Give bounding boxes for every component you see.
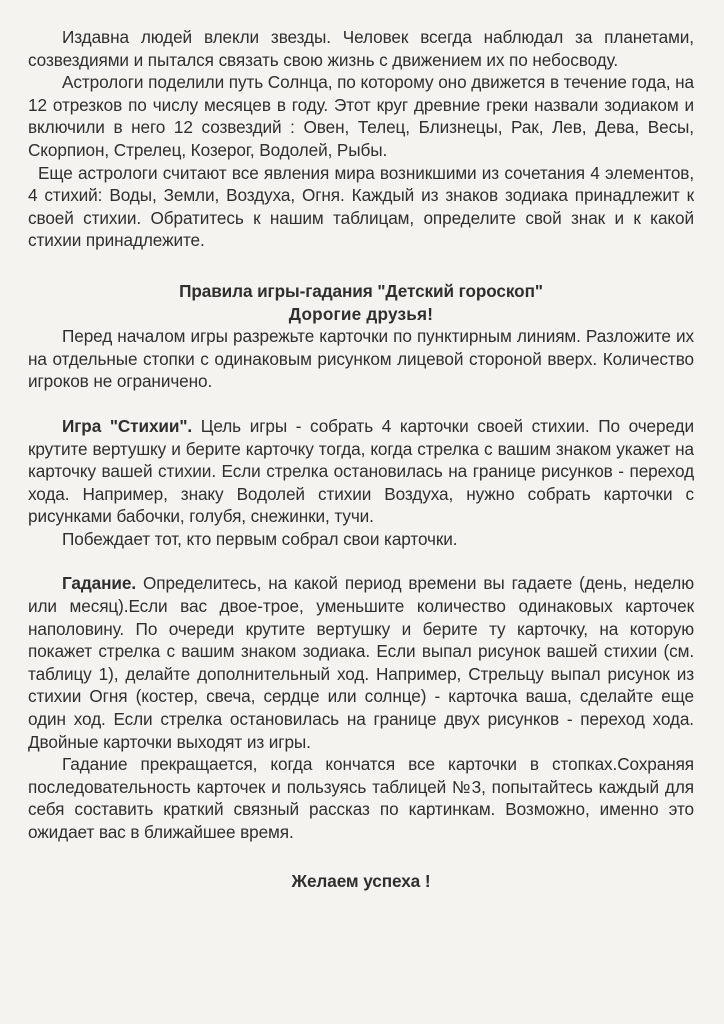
closing-wish: Желаем успеха ! [291,870,431,891]
game-text: Цель игры - собрать 4 карточки своей стихии. По очереди крутите вертушку и берите карточку тогда, когда стрелка с вашим знаком укажет на карточку вашей стихии. Если стрелка остановилась на границе рисунков - переход хода. Например, знаку Водолей стихии Воздуха, нужно собрать карточки с рисунками бабочки, голубя, снежинки, тучи. [28,415,694,527]
document-page [28,26,694,892]
intro-paragraph-2: Астрологи поделили путь Солнца, по которому оно движется в течение года, на 12 отрезков по числу месяцев в году. Этот круг древние греки назвали зодиаком и включили в него 12 созвездий : Овен, Телец, Близнецы, Рак, Лев, Дева, Весы, Скорпион, Стрелец, Козерог, Водолей, Рыбы. [28,72,694,160]
intro-paragraph-1: Издавна людей влекли звезды. Человек всегда наблюдал за планетами, созвездиями и пытался связать свою жизнь с движением их по небосводу. [28,27,694,70]
game-paragraph [28,415,694,528]
intro-paragraph-3: Еще астрологи считают все явления мира возникшими из сочетания 4 элементов, 4 стихий: Воды, Земли, Воздуха, Огня. Каждый из знаков зодиака принадлежит к своей стихии. Обратитесь к нашим таблицам, определите свой знак и к какой стихии принадлежите. [28,162,694,251]
rules-greeting: Дорогие друзья! [288,303,434,324]
fortune-heading: Гадание. [62,573,137,594]
rules-title: Правила игры-гадания "Детский гороскоп" [179,280,543,301]
game-winner-paragraph: Побеждает тот, кто первым собрал свои карточки. [62,528,458,549]
fortune-text: Определитесь, на какой период времени вы гадаете (день, неделю или месяц).Если вас двое-трое, уменьшите количество одинаковых карточек наполовину. По очереди крутите вертушку и берите ту карточку, на которую покажет стрелка с вашим знаком зодиака. Если выпал рисунок вашей стихии (см. таблицу 1), делайте дополнительный ход. Например, Стрельцу выпал рисунок из стихии Огня (костер, свеча, сердце или солнце) - карточка ваша, сделайте еще один ход. Если стрелка остановилась на границе двух рисунков - переход хода. Двойные карточки выходят из игры. [28,573,694,752]
fortune-end-paragraph: Гадание прекращается, когда кончатся все карточки в стопках.Сохраняя последовательность карточек и пользуясь таблицей №3, попытайтесь каждый для себя составить краткий связный рассказ по картинкам. Возможно, именно это ожидает вас в ближайшее время. [28,754,694,842]
game-heading: Игра "Стихии". [62,415,193,436]
rules-paragraph: Перед началом игры разрежьте карточки по пунктирным линиям. Разложите их на отдельные стопки с одинаковым рисунком лицевой стороной вверх. Количество игроков не ограничено. [28,326,694,392]
fortune-paragraph [28,572,694,753]
